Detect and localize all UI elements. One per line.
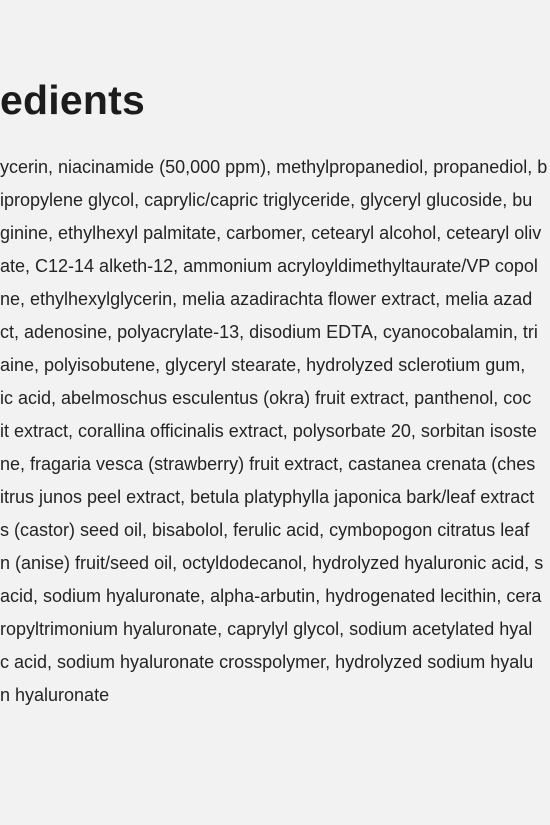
- ingredient-line: itrus junos peel extract, betula platyphylla japonica bark/leaf extract: [0, 487, 535, 507]
- ingredient-line: ipropylene glycol, caprylic/capric triglyceride, glyceryl glucoside, bu: [0, 190, 533, 210]
- ingredient-line: ate, C12-14 alketh-12, ammonium acryloyldimethyltaurate/VP copol: [0, 256, 538, 276]
- ingredient-line: aine, polyisobutene, glyceryl stearate, hydrolyzed sclerotium gum,: [0, 355, 526, 375]
- section-heading: edients: [0, 77, 145, 123]
- ingredient-line: ropyltrimonium hyaluronate, caprylyl glycol, sodium acetylated hyal: [0, 619, 533, 639]
- ingredient-line: n (anise) fruit/seed oil, octyldodecanol, hydrolyzed hyaluronic acid, s: [0, 553, 544, 573]
- ingredient-line: s (castor) seed oil, bisabolol, ferulic acid, cymbopogon citratus leaf: [0, 520, 530, 540]
- ingredient-list: [0, 151, 550, 712]
- ingredient-line: ic acid, abelmoschus esculentus (okra) fruit extract, panthenol, coc: [0, 388, 532, 408]
- ingredient-line: it extract, corallina officinalis extract, polysorbate 20, sorbitan isoste: [0, 421, 537, 441]
- ingredient-line: n hyaluronate: [0, 685, 110, 705]
- ingredient-line: ycerin, niacinamide (50,000 ppm), methylpropanediol, propanediol, b: [0, 157, 548, 177]
- ingredient-line: ginine, ethylhexyl palmitate, carbomer, cetearyl alcohol, cetearyl oliv: [0, 223, 542, 243]
- ingredient-line: ne, ethylhexylglycerin, melia azadirachta flower extract, melia azad: [0, 289, 533, 309]
- ingredient-line: acid, sodium hyaluronate, alpha-arbutin, hydrogenated lecithin, cera: [0, 586, 542, 606]
- ingredient-line: c acid, sodium hyaluronate crosspolymer, hydrolyzed sodium hyalu: [0, 652, 534, 672]
- ingredient-line: ne, fragaria vesca (strawberry) fruit extract, castanea crenata (ches: [0, 454, 536, 474]
- ingredient-line: ct, adenosine, polyacrylate-13, disodium EDTA, cyanocobalamin, tri: [0, 322, 538, 342]
